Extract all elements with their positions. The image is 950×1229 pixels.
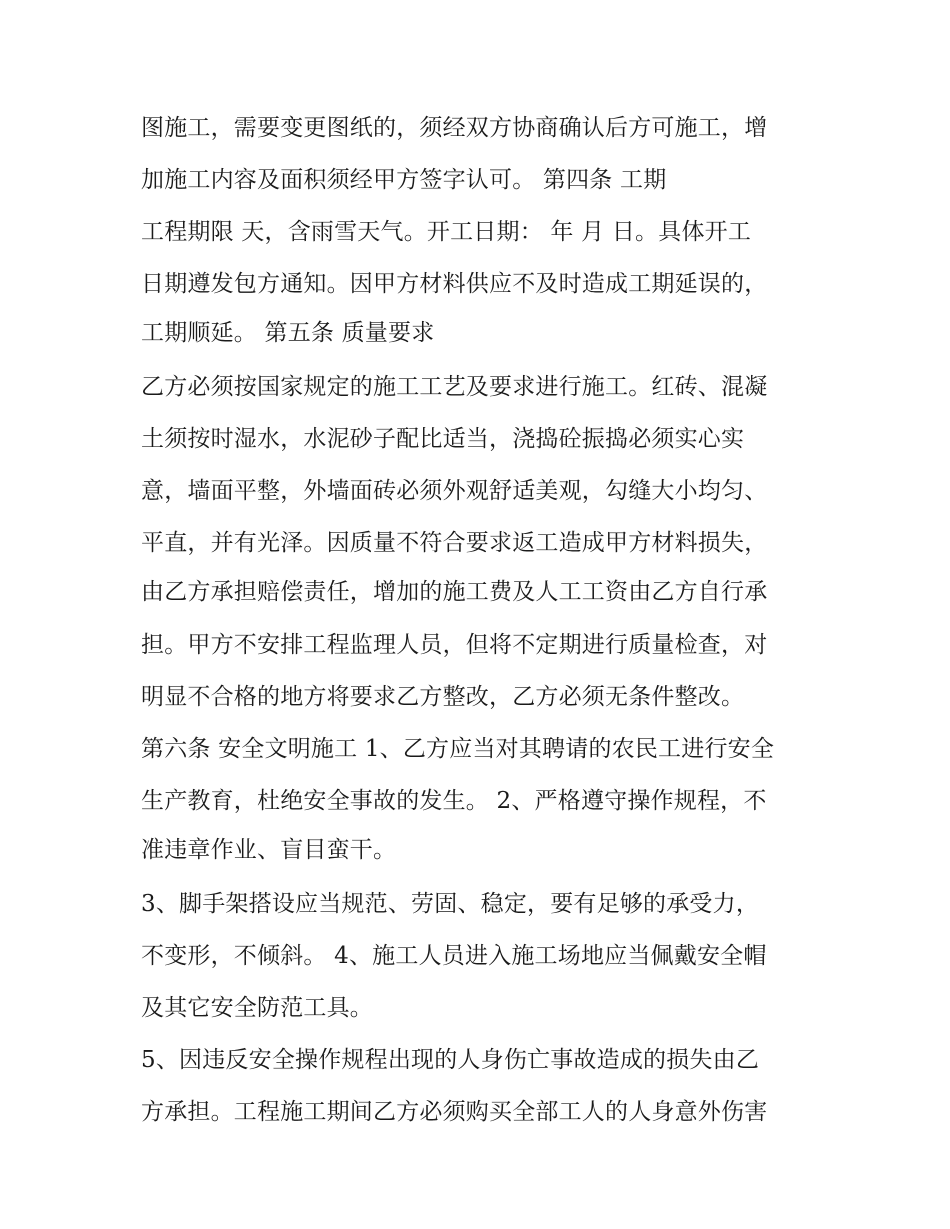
text-line: 及其它安全防范工具。 [141, 995, 373, 1021]
text-line: 工程期限 天，含雨雪天气。开工日期： 年 月 日。具体开工 [141, 219, 752, 245]
text-line: 不变形，不倾斜。 4、施工人员进入施工场地应当佩戴安全帽 [141, 943, 767, 969]
text-line: 意，墙面平整，外墙面砖必须外观舒适美观，勾缝大小均匀、 [141, 478, 768, 504]
text-line: 工期顺延。 第五条 质量要求 [141, 320, 435, 346]
text-line: 平直，并有光泽。因质量不符合要求返工造成甲方材料损失， [141, 530, 768, 556]
text-line: 图施工，需要变更图纸的，须经双方协商确认后方可施工，增 [141, 115, 768, 141]
text-line: 加施工内容及面积须经甲方签字认可。 第四条 工期 [141, 167, 667, 193]
text-line: 乙方必须按国家规定的施工工艺及要求进行施工。红砖、混凝 [141, 374, 768, 400]
text-line: 明显不合格的地方将要求乙方整改，乙方必须无条件整改。 [141, 684, 745, 710]
text-line: 第六条 安全文明施工 1、乙方应当对其聘请的农民工进行安全 [141, 736, 775, 762]
text-line: 生产教育，杜绝安全事故的发生。 2、严格遵守操作规程，不 [141, 788, 767, 814]
text-line: 由乙方承担赔偿责任，增加的施工费及人工工资由乙方自行承 [141, 579, 768, 605]
text-line: 日期遵发包方通知。因甲方材料供应不及时造成工期延误的， [141, 271, 768, 297]
text-line: 准违章作业、盲目蛮干。 [141, 837, 397, 863]
text-line: 担。甲方不安排工程监理人员，但将不定期进行质量检查，对 [141, 632, 768, 658]
text-line: 5、因违反安全操作规程出现的人身伤亡事故造成的损失由乙 [141, 1047, 760, 1073]
text-line: 方承担。工程施工期间乙方必须购买全部工人的人身意外伤害 [141, 1099, 768, 1125]
text-line: 土须按时湿水，水泥砂子配比适当，浇捣砼振捣必须实心实 [141, 426, 745, 452]
text-line: 3、脚手架搭设应当规范、劳固、稳定，要有足够的承受力， [141, 891, 760, 917]
